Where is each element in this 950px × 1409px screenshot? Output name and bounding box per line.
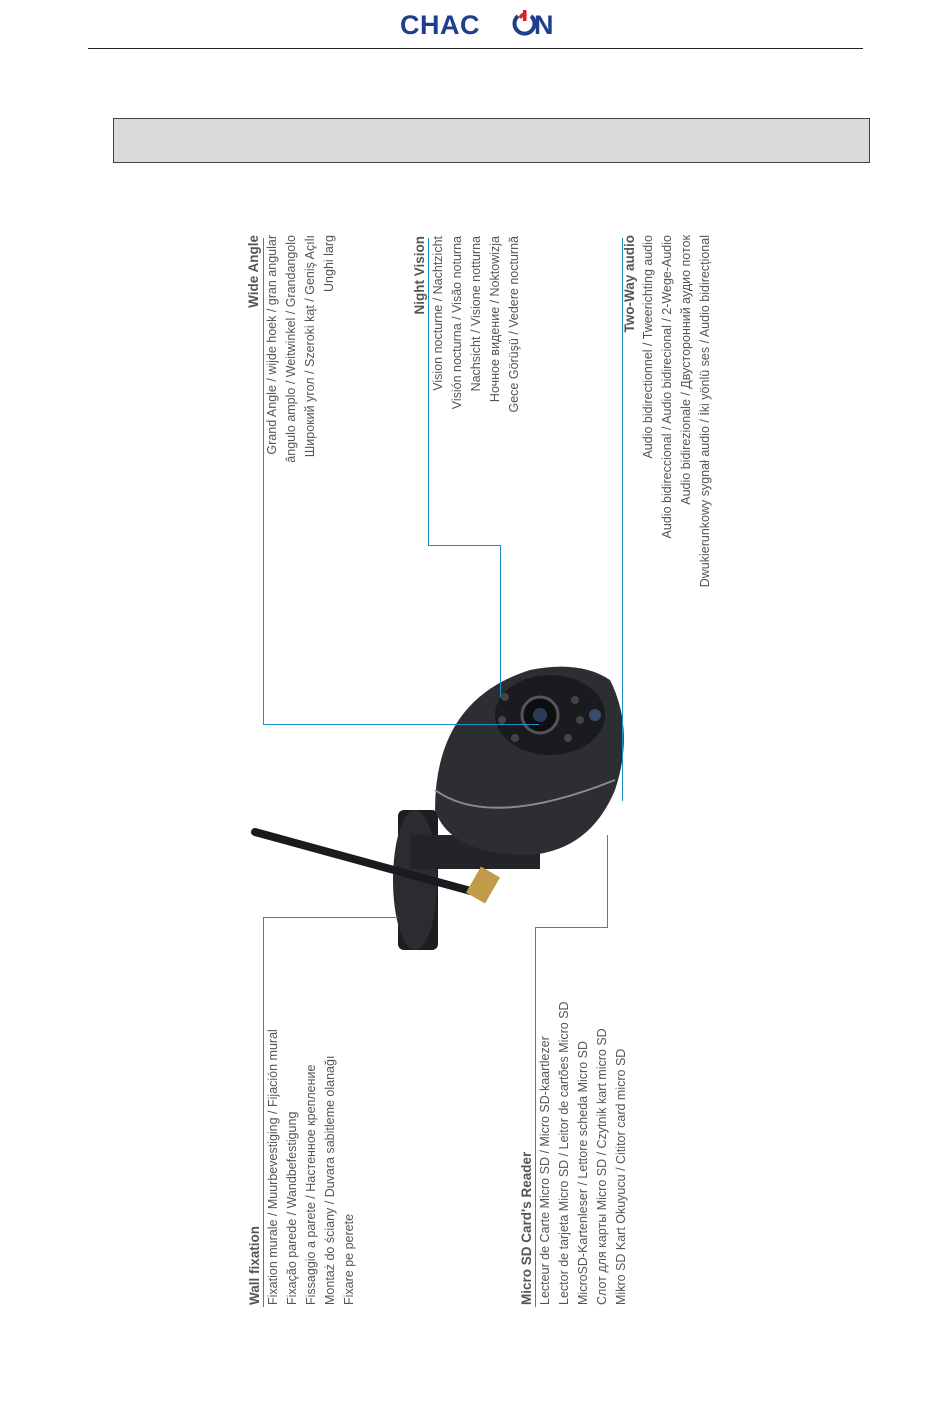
two-way-audio-line-1: Audio bidirectionnel / Tweerichting audio	[641, 235, 655, 459]
wall-fixation-line-4: Montaż do ściany / Duvara sabitleme olanağı	[323, 1055, 337, 1305]
micro-sd-line-3: MicroSD-Kartenleser / Lettore scheda Micro SD	[576, 1041, 590, 1305]
night-vision-connector-v2	[500, 545, 501, 697]
night-vision-title: Night Vision	[412, 236, 427, 315]
night-vision-connector-h	[428, 545, 501, 546]
wide-angle-line-1: Grand Angle / wijde hoek / gran angular	[265, 235, 279, 455]
two-way-audio-block	[620, 235, 715, 625]
night-vision-line-2: Visión nocturna / Visão noturna	[450, 236, 464, 410]
night-vision-block	[410, 236, 524, 438]
camera-illustration	[250, 640, 650, 970]
header-divider	[88, 48, 863, 49]
wall-fixation-line-2: Fixação parede / Wandbefestigung	[285, 1111, 299, 1305]
night-vision-line-1: Vision nocturne / Nachtzicht	[431, 236, 445, 391]
micro-sd-line-4: Слот для карты Micro SD / Czytnik kart micro SD	[595, 1028, 609, 1305]
micro-sd-line-5: Mikro SD Kart Okuyucu / Cititor card micro SD	[614, 1048, 628, 1305]
micro-sd-title: Micro SD Card's Reader	[519, 1151, 534, 1305]
wide-angle-line-3: Широкий угол / Szeroki kąt / Geniş Açılı	[303, 235, 317, 458]
wall-fixation-connector-h	[263, 917, 398, 918]
wide-angle-title: Wide Angle	[246, 235, 261, 308]
two-way-audio-line-4: Dwukierunkowy sygnał audio / İki yönlü ses / Audio bidirecțional	[698, 235, 712, 588]
two-way-audio-line-3: Audio bidirezionale / Двусторонний аудио поток	[679, 235, 693, 505]
micro-sd-line-2: Lector de tarjeta Micro SD / Leitor de cartões Micro SD	[557, 1001, 571, 1305]
wall-fixation-block	[245, 975, 359, 1305]
wall-fixation-title: Wall fixation	[247, 1225, 262, 1305]
wide-angle-line-2: ângulo amplo / Weitwinkel / Grandangolo	[284, 235, 298, 463]
svg-text:N: N	[534, 10, 554, 40]
wall-fixation-line-3: Fissaggio a parete / Настенное крепление	[304, 1064, 318, 1305]
micro-sd-line-1: Lecteur de Carte Micro SD / Micro SD-kaartlezer	[538, 1036, 552, 1305]
night-vision-line-5: Gece Görüşü / Vedere nocturnă	[507, 236, 521, 413]
chacon-logo	[400, 6, 560, 42]
wide-angle-connector-h	[263, 724, 539, 725]
wall-fixation-line-5: Fixare pe perete	[342, 1213, 356, 1305]
night-vision-line-3: Nachsicht / Visione notturna	[469, 236, 483, 392]
micro-sd-connector-h	[535, 927, 608, 928]
micro-sd-connector-v2	[607, 835, 608, 928]
wide-angle-block	[244, 235, 339, 485]
micro-sd-block	[517, 965, 631, 1305]
section-header-bar	[113, 118, 870, 163]
two-way-audio-title: Two-Way audio	[622, 235, 637, 333]
two-way-audio-line-2: Audio bidireccional / Audio bidirecional / 2-Wege-Audio	[660, 235, 674, 539]
logo-power-icon	[515, 10, 535, 34]
night-vision-line-4: Ночное видение / Noktowizja	[488, 236, 502, 403]
wall-fixation-line-1: Fixation murale / Muurbevestiging / Fijación mural	[266, 1029, 280, 1305]
svg-text:CHAC: CHAC	[400, 10, 480, 40]
wide-angle-line-4: Unghi larg	[322, 235, 336, 292]
